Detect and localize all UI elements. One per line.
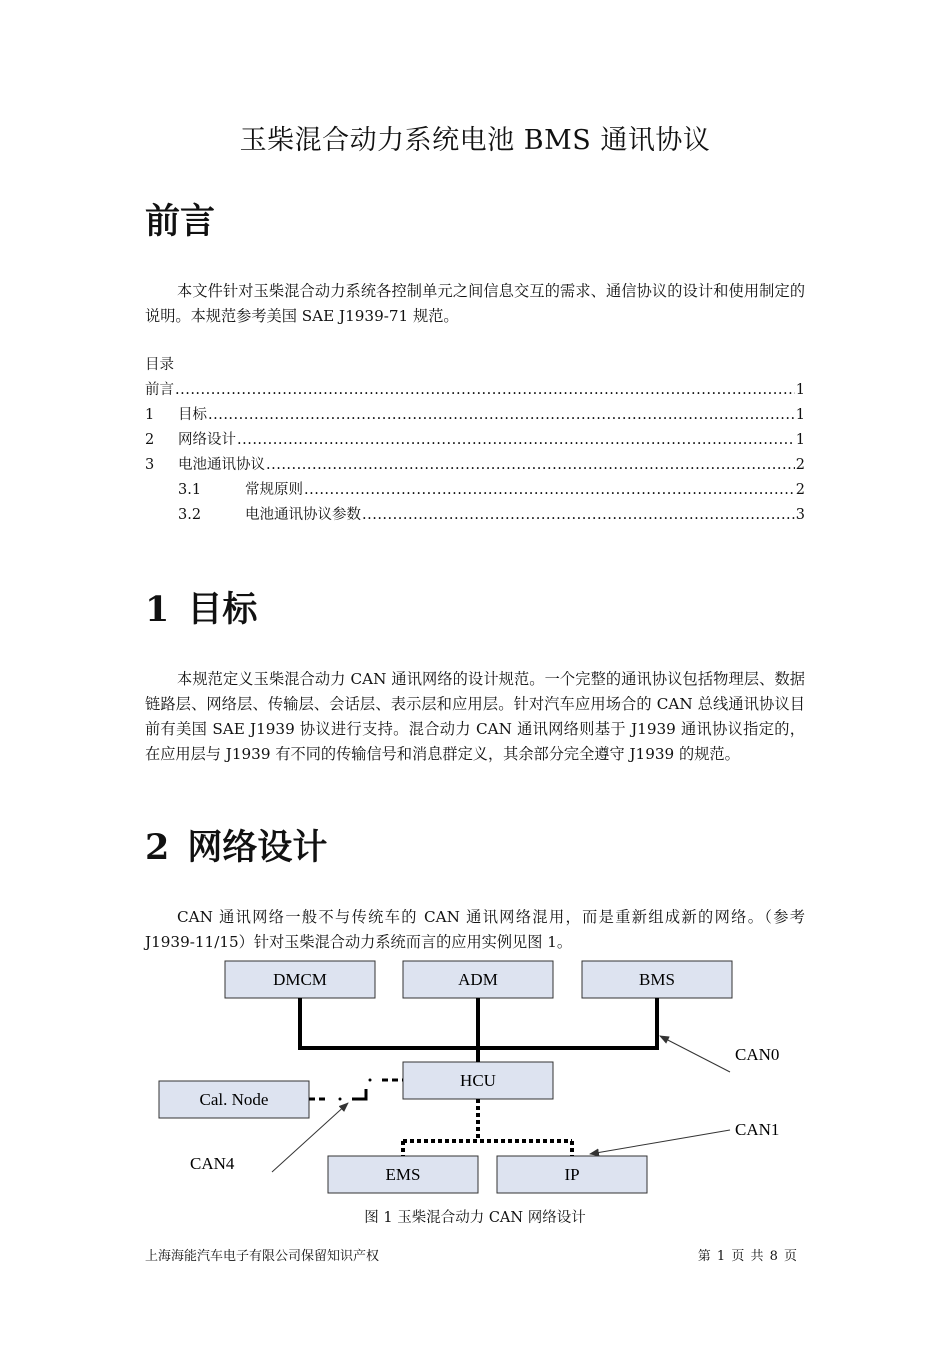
bms-label: BMS [639, 970, 675, 989]
can4-label: CAN4 [190, 1154, 235, 1173]
dmcm-label: DMCM [273, 970, 327, 989]
toc-entry-page: 3 [795, 507, 805, 523]
toc-entry-network-design[interactable] [145, 428, 805, 453]
footer-copyright: 上海海能汽车电子有限公司保留知识产权 [145, 1249, 380, 1264]
section-1-text: 本规范定义玉柴混合动力 CAN 通讯网络的设计规范。一个完整的通讯协议包括物理层、数据链路层、网络层、传输层、会话层、表示层和应用层。针对汽车应用场合的 CAN 总线通讯协议目前有美国 SAE J1939 协议进行支持。混合动力 CAN 通讯网络则基于 J1939 通讯协议指定的，在应用层与 J1939 有不同的传输信号和消息群定义，其余部分完全遵守 J1939 的规范。 [145, 670, 805, 763]
cal-node-label: Cal. Node [199, 1090, 269, 1109]
toc-entry-page: 1 [795, 407, 805, 423]
toc-entry-number: 1 [145, 407, 155, 423]
toc-entry-page: 1 [795, 432, 805, 448]
can0-label: CAN0 [735, 1045, 780, 1064]
can0-bus [298, 998, 659, 1062]
toc-entry-battery-protocol[interactable] [145, 453, 805, 478]
toc-entry-label: 常规原则 [245, 482, 303, 498]
section-2-text: CAN 通讯网络一般不与传统车的 CAN 通讯网络混用，而是重新组成新的网络。（参考 J1939-11/15）针对玉柴混合动力系统而言的应用实例见图 1。 [145, 908, 805, 951]
toc-entry-number: 3 [145, 457, 155, 473]
toc-entry-label: 前言 [145, 382, 174, 398]
can1-label: CAN1 [735, 1120, 780, 1139]
figure-caption: 图 1 玉柴混合动力 CAN 网络设计 [364, 1210, 586, 1226]
section-number: 1 [145, 589, 170, 630]
toc-heading: 目录 [145, 357, 174, 373]
toc-entry-number: 3.1 [178, 482, 202, 498]
toc-entry-label: 电池通讯协议参数 [245, 507, 361, 523]
toc-entry-label: 网络设计 [178, 432, 236, 448]
preface-heading: 前言 [145, 201, 216, 242]
can-network-diagram [0, 950, 950, 1250]
toc-entry-page: 1 [795, 382, 805, 398]
table-of-contents [145, 353, 805, 528]
footer-page-number: 第 1 页 共 8 页 [697, 1249, 798, 1264]
adm-label: ADM [458, 970, 498, 989]
toc-entry-page: 2 [795, 457, 805, 473]
ems-label: EMS [385, 1165, 421, 1184]
can1-bus [403, 1099, 572, 1156]
section-2-heading [145, 826, 327, 870]
section-title: 网络设计 [187, 827, 328, 868]
toc-entry-general-principles[interactable] [145, 478, 805, 503]
toc-entry-number: 2 [145, 432, 155, 448]
toc-entry-preface[interactable] [145, 378, 805, 403]
can1-pointer [590, 1130, 730, 1154]
hcu-label: HCU [460, 1071, 496, 1090]
section-number: 2 [145, 827, 170, 868]
toc-entry-goal[interactable] [145, 403, 805, 428]
preface-text: 本文件针对玉柴混合动力系统各控制单元之间信息交互的需求、通信协议的设计和使用制定的说明。本规范参考美国 SAE J1939-71 规范。 [145, 282, 805, 325]
section-title: 目标 [187, 589, 258, 630]
toc-entry-label: 电池通讯协议 [178, 457, 265, 473]
toc-entry-protocol-parameters[interactable] [145, 503, 805, 528]
ip-label: IP [564, 1165, 580, 1184]
section-1-heading [145, 588, 257, 632]
toc-entry-page: 2 [795, 482, 805, 498]
toc-entry-number: 3.2 [178, 507, 202, 523]
can4-link [309, 1079, 403, 1101]
can0-pointer [660, 1036, 730, 1072]
document-title: 玉柴混合动力系统电池 BMS 通讯协议 [239, 125, 711, 156]
toc-entry-label: 目标 [178, 407, 207, 423]
